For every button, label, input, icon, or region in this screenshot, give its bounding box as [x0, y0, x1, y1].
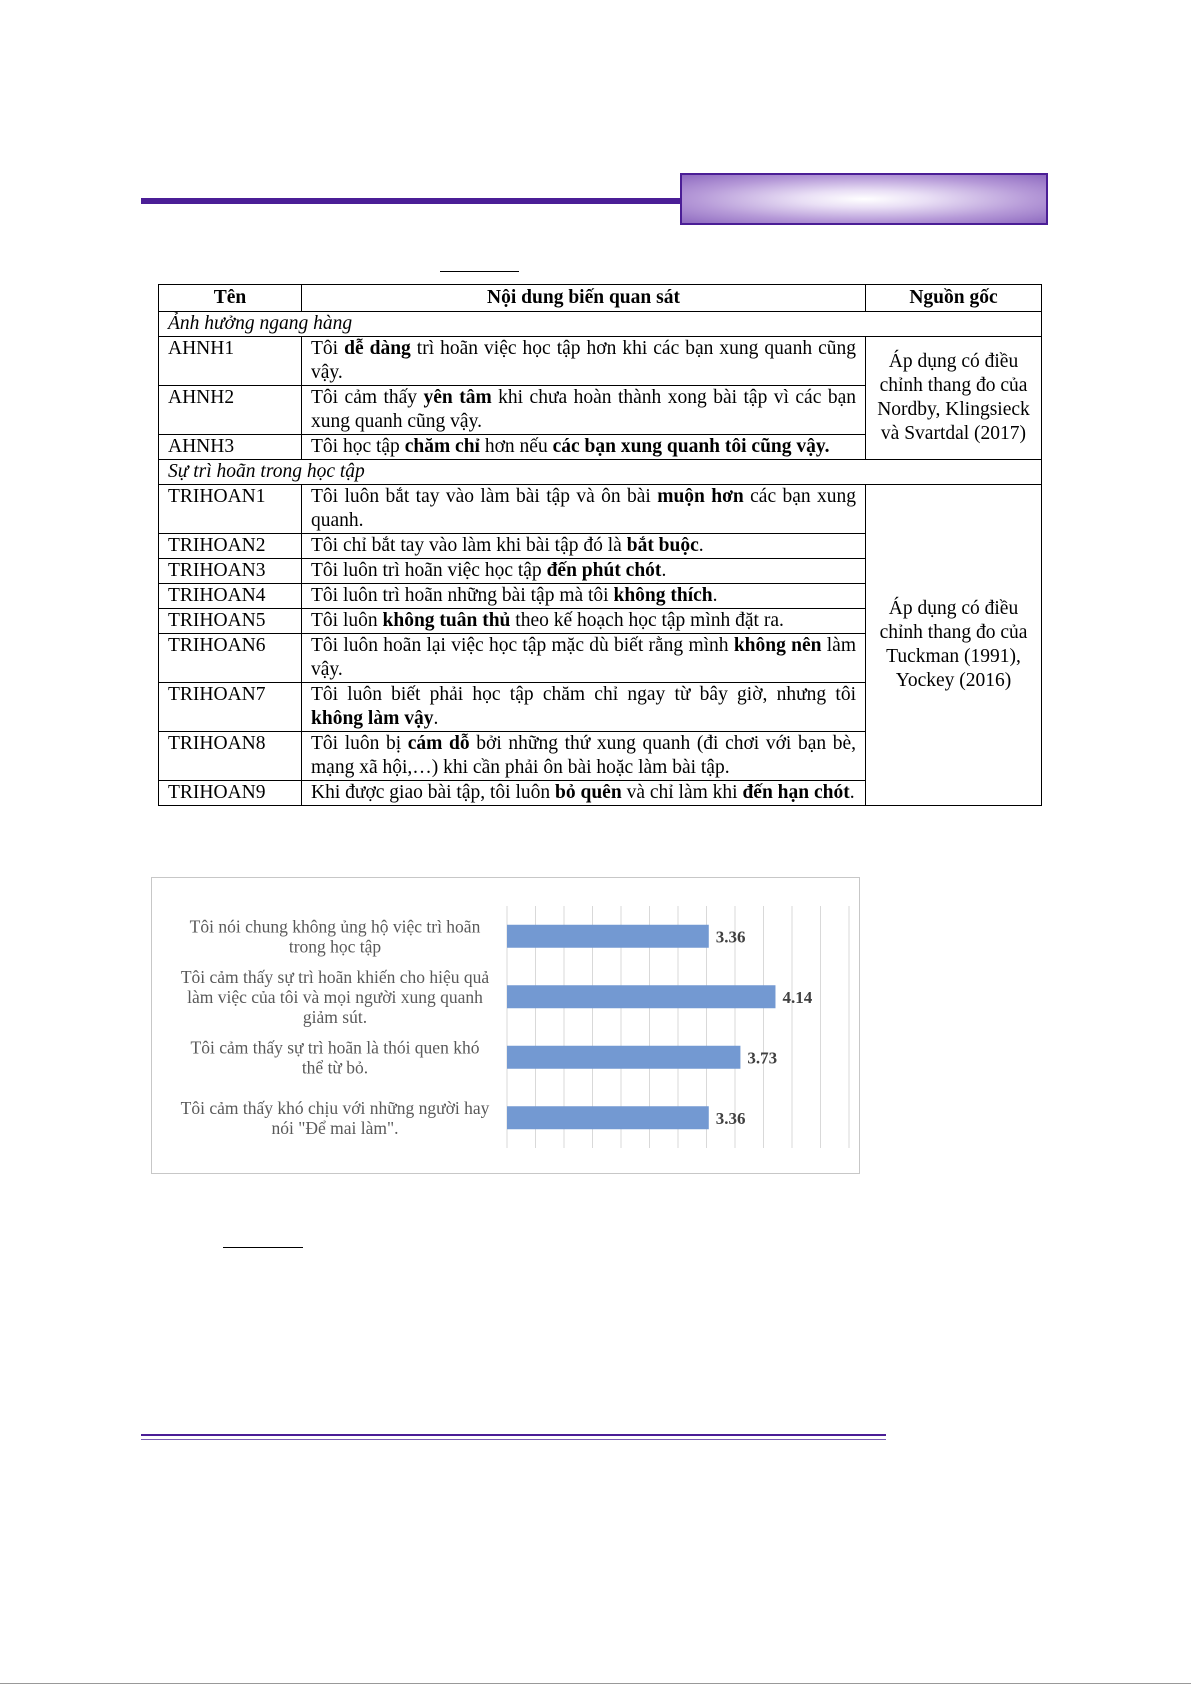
- category-label: Tôi cảm thấy sự trì hoãn là thói quen khó: [190, 1037, 480, 1058]
- source-cell: Áp dụng có điều chỉnh thang đo của Tuckman (1991), Yockey (2016): [866, 485, 1042, 806]
- content-text: .: [712, 585, 718, 606]
- emphasis-text: đến phút chót: [546, 560, 662, 581]
- data-label: 3.73: [747, 1048, 778, 1068]
- content-text: Tôi học tập: [311, 436, 405, 457]
- section-row: [159, 460, 1042, 485]
- emphasis-text: đến hạn chót: [742, 782, 850, 803]
- category-label: trong học tập: [288, 936, 382, 957]
- content-text: Tôi luôn trì hoãn những bài tập mà tôi: [311, 585, 614, 606]
- data-label: 4.14: [782, 987, 813, 1007]
- emphasis-text: muộn hơn: [657, 486, 744, 507]
- variable-code: TRIHOAN6: [159, 634, 302, 683]
- content-text: .: [849, 782, 855, 803]
- variable-code: TRIHOAN1: [159, 485, 302, 534]
- emphasis-text: không tuân thủ: [382, 610, 511, 631]
- category-label: nói "Để mai làm".: [271, 1117, 399, 1138]
- page-bottom-rule: [0, 1683, 1191, 1684]
- emphasis-text: bắt buộc: [626, 535, 699, 556]
- variable-content: [302, 534, 866, 559]
- bar: [507, 925, 709, 948]
- data-label: 3.36: [715, 927, 746, 947]
- variable-content: [302, 584, 866, 609]
- header-code: Tên: [159, 285, 302, 312]
- content-text: Tôi: [311, 338, 345, 359]
- content-text: làm vậy.: [311, 635, 856, 680]
- content-text: Tôi luôn bắt tay vào làm bài tập và ôn bài: [311, 486, 658, 507]
- variable-code: TRIHOAN9: [159, 781, 302, 806]
- variable-content: [302, 337, 866, 386]
- content-text: trì hoãn việc học tập hơn khi các bạn xung quanh cũng vậy.: [311, 338, 856, 383]
- section-row: [159, 312, 1042, 337]
- emphasis-text: yên tâm: [423, 387, 492, 408]
- category-label: Tôi cảm thấy sự trì hoãn khiến cho hiệu quả: [180, 966, 490, 987]
- bar: [507, 1106, 709, 1129]
- content-text: Tôi chỉ bắt tay vào làm khi bài tập đó là: [311, 535, 627, 556]
- emphasis-text: dễ dàng: [344, 338, 411, 359]
- emphasis-text: bỏ quên: [555, 782, 622, 803]
- category-label: giảm sút.: [302, 1006, 368, 1027]
- content-text: bởi những thứ xung quanh (đi chơi với bạn bè, mạng xã hội,…) khi cần phải ôn bài hoặc làm bài tập.: [311, 733, 857, 778]
- content-text: .: [661, 560, 667, 581]
- content-text: Tôi luôn biết phải học tập chăm chỉ ngay từ bây giờ, nhưng tôi: [311, 684, 856, 705]
- variable-code: TRIHOAN5: [159, 609, 302, 634]
- variable-code: TRIHOAN7: [159, 683, 302, 732]
- variable-content: [302, 386, 866, 435]
- section-title: Sự trì hoãn trong học tập: [159, 460, 1042, 485]
- variable-code: TRIHOAN3: [159, 559, 302, 584]
- category-label: Tôi cảm thấy khó chịu với những người hay: [180, 1097, 490, 1118]
- bar: [507, 1046, 740, 1069]
- bar-chart: [151, 877, 860, 1174]
- header-source: Nguồn gốc: [866, 285, 1042, 312]
- emphasis-text: cám dỗ: [407, 733, 470, 754]
- source-cell: Áp dụng có điều chỉnh thang đo của Nordby, Klingsieck và Svartdal (2017): [866, 337, 1042, 460]
- caption-underline: [440, 271, 519, 272]
- content-text: .: [433, 708, 439, 729]
- variable-code: AHNH1: [159, 337, 302, 386]
- variable-code: TRIHOAN2: [159, 534, 302, 559]
- footer-rule-thin: [141, 1439, 886, 1440]
- emphasis-text: chăm chỉ: [404, 436, 480, 457]
- header-content: Nội dung biến quan sát: [302, 285, 866, 312]
- variable-content: [302, 559, 866, 584]
- table-row: [159, 337, 1042, 386]
- variable-content: [302, 634, 866, 683]
- emphasis-text: không thích: [613, 585, 713, 606]
- section-title: Ảnh hưởng ngang hàng: [159, 312, 1042, 337]
- variable-content: [302, 732, 866, 781]
- emphasis-text: không nên: [733, 635, 822, 656]
- content-text: Khi được giao bài tập, tôi luôn: [311, 782, 556, 803]
- header-banner: [680, 173, 1048, 225]
- content-text: Tôi cảm thấy: [311, 387, 424, 408]
- content-text: và chỉ làm khi: [621, 782, 743, 803]
- variable-content: [302, 609, 866, 634]
- variable-content: [302, 435, 866, 460]
- header-rule: [141, 198, 681, 204]
- bar-chart-svg: [152, 878, 861, 1175]
- variables-table: [158, 284, 1042, 806]
- emphasis-text: các bạn xung quanh tôi cũng vậy.: [552, 436, 830, 457]
- variable-code: AHNH3: [159, 435, 302, 460]
- variable-content: [302, 485, 866, 534]
- content-text: hơn nếu: [479, 436, 553, 457]
- data-label: 3.36: [715, 1108, 746, 1128]
- content-text: khi chưa hoàn thành xong bài tập vì các bạn xung quanh cũng vậy.: [311, 387, 856, 432]
- category-label: Tôi nói chung không ủng hộ việc trì hoãn: [189, 916, 481, 937]
- category-label: làm việc của tôi và mọi người xung quanh: [187, 986, 483, 1007]
- variable-content: [302, 781, 866, 806]
- content-text: các bạn xung quanh.: [311, 486, 856, 531]
- variable-code: TRIHOAN4: [159, 584, 302, 609]
- content-text: Tôi luôn bị: [311, 733, 408, 754]
- bar: [507, 985, 775, 1008]
- table-row: [159, 485, 1042, 534]
- content-text: Tôi luôn trì hoãn việc học tập: [311, 560, 547, 581]
- table-header-row: [159, 285, 1042, 312]
- variable-content: [302, 683, 866, 732]
- caption-underline-2: [223, 1247, 303, 1248]
- content-text: .: [698, 535, 704, 556]
- category-label: thể từ bỏ.: [301, 1057, 369, 1078]
- content-text: theo kế hoạch học tập mình đặt ra.: [510, 610, 784, 631]
- variable-code: TRIHOAN8: [159, 732, 302, 781]
- emphasis-text: không làm vậy: [311, 708, 434, 729]
- variable-code: AHNH2: [159, 386, 302, 435]
- content-text: Tôi luôn: [311, 610, 383, 631]
- footer-rule: [141, 1434, 886, 1436]
- content-text: Tôi luôn hoãn lại việc học tập mặc dù biết rằng mình: [311, 635, 734, 656]
